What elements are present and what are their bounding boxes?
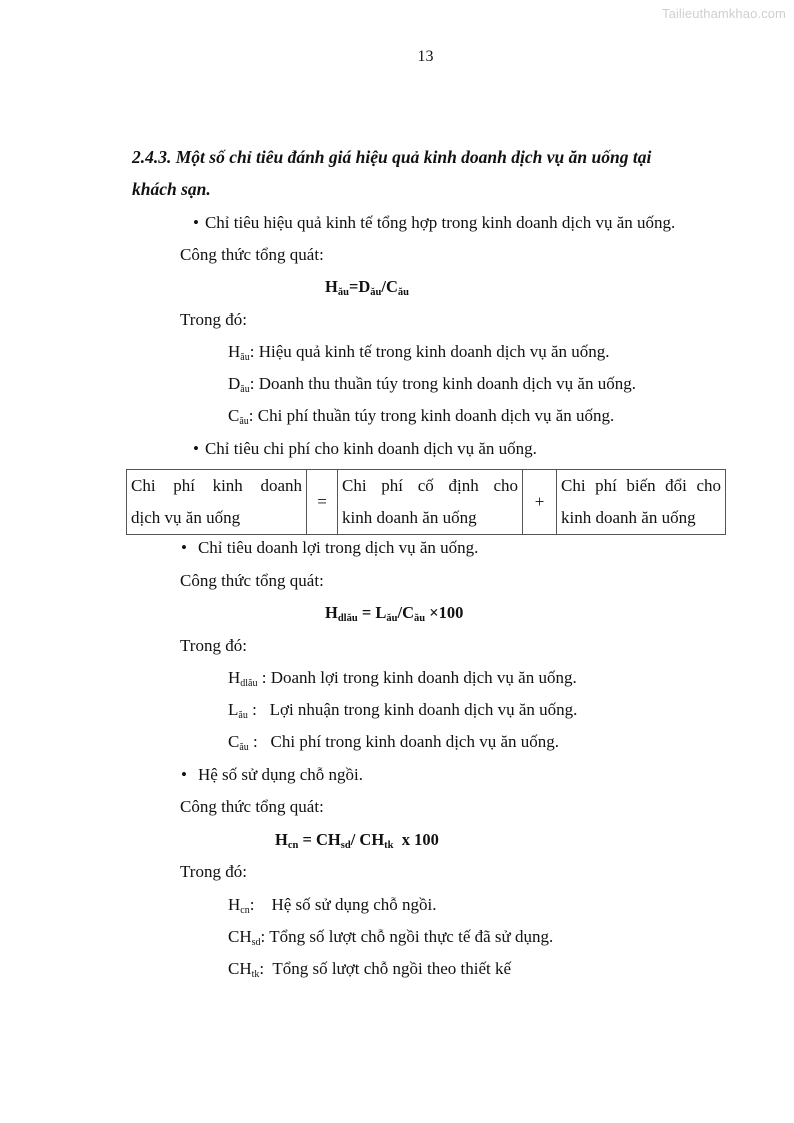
definition-item: $C_{ău}$: Chi phí thuần túy trong kinh doanh dịch vụ ăn uống. xyxy=(228,406,615,427)
cell-variable-cost: Chi phí biến đổi cho kinh doanh ăn uống xyxy=(557,470,726,535)
page-number: 13 xyxy=(417,48,434,65)
bullet-profitability: • Chỉ tiêu doanh lợi trong dịch vụ ăn uống. xyxy=(181,538,478,558)
bullet-cost-indicator: • Chỉ tiêu chi phí cho kinh doanh dịch vụ ăn uống. xyxy=(193,439,537,459)
definition-item: $CH_{sd}$: Tổng số lượt chỗ ngồi thực tế đã sử dụng. xyxy=(228,927,554,948)
definition-item: $C_{ău}$ : Chi phí trong kinh doanh dịch vụ ăn uống. xyxy=(228,732,560,753)
where-label: Trong đó: xyxy=(180,310,247,329)
definition-item: $D_{ău}$: Doanh thu thuần túy trong kinh doanh dịch vụ ăn uống. xyxy=(228,374,636,395)
definition-item: $H_{dlău}$ : Doanh lợi trong kinh doanh dịch vụ ăn uống. xyxy=(228,668,577,689)
section-heading-line2: khách sạn. xyxy=(132,179,211,199)
definition-item: $H_{ău}$: Hiệu quả kinh tế trong kinh doanh dịch vụ ăn uống. xyxy=(228,342,610,363)
cell-total-cost: Chi phí kinh doanh dịch vụ ăn uống xyxy=(127,470,307,535)
formula-label: Công thức tổng quát: xyxy=(180,571,324,590)
where-label: Trong đó: xyxy=(180,862,247,881)
watermark: Tailieuthamkhao.com xyxy=(661,6,786,21)
cost-equation-table xyxy=(126,469,726,535)
bullet-economic-efficiency: • Chỉ tiêu hiệu quả kinh tế tổng hợp trong kinh doanh dịch vụ ăn uống. xyxy=(193,213,675,233)
formula-label: Công thức tổng quát: xyxy=(180,797,324,816)
definition-item: $L_{ău}$ : Lợi nhuận trong kinh doanh dịch vụ ăn uống. xyxy=(228,700,578,721)
formula-profitability: $H_{dlău} = L_{ău}/C_{ău} \times 100$ xyxy=(325,603,464,624)
where-label: Trong đó: xyxy=(180,636,247,655)
definition-item: $CH_{tk}$: Tổng số lượt chỗ ngồi theo thiết kế xyxy=(228,959,512,980)
formula-seat-utilization: $H_{cn} = CH_{sd}/$ $CH_{tk}$ x 100 xyxy=(275,830,439,851)
formula-label: Công thức tổng quát: xyxy=(180,245,324,264)
definition-item: $H_{cn}$: Hệ số sử dụng chỗ ngồi. xyxy=(228,895,437,916)
section-heading-line1: 2.4.3. Một số chỉ tiêu đánh giá hiệu quả kinh doanh dịch vụ ăn uống tại xyxy=(132,147,652,167)
equals-sign: = xyxy=(307,470,338,535)
plus-sign: + xyxy=(523,470,557,535)
bullet-seat-utilization: • Hệ số sử dụng chỗ ngồi. xyxy=(181,765,363,785)
cell-fixed-cost: Chi phí cố định cho kinh doanh ăn uống xyxy=(338,470,523,535)
formula-efficiency: $H_{ău}=D_{ău}/C_{ău}$ xyxy=(325,277,409,298)
